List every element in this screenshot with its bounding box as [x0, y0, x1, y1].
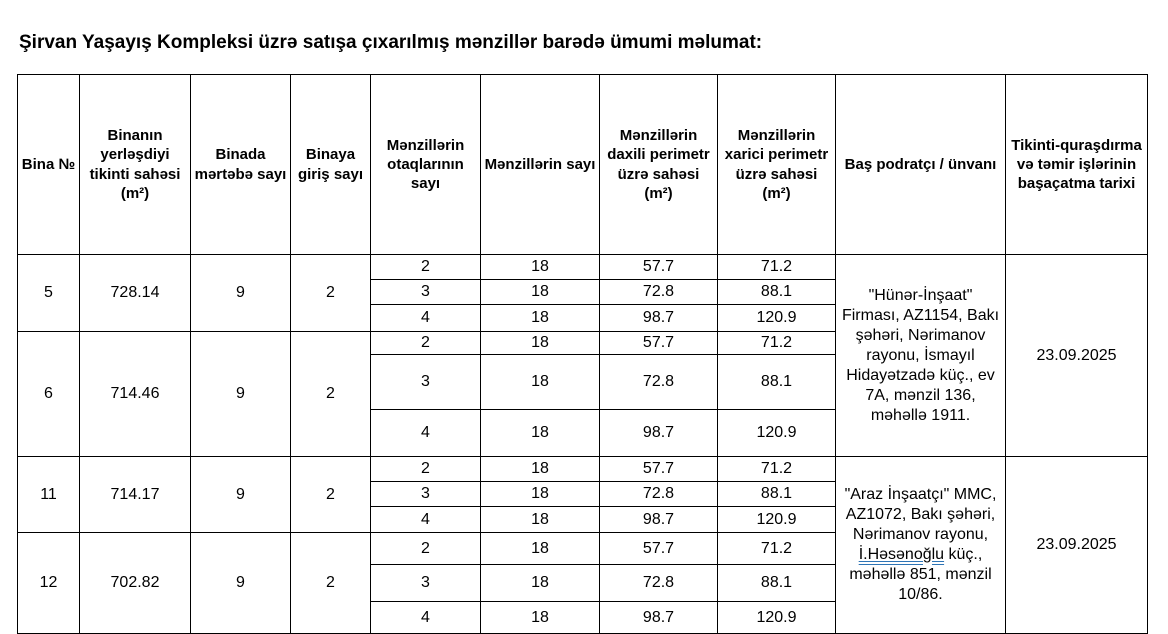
- cell-bina-no: 6: [18, 332, 80, 457]
- cell-xarici-perimetr: 120.9: [718, 507, 836, 533]
- col-header-menzil-sayi: Mənzillərin sayı: [481, 75, 600, 255]
- apartments-table: [17, 74, 1148, 634]
- cell-daxili-perimetr: 98.7: [600, 507, 718, 533]
- cell-daxili-perimetr: 57.7: [600, 255, 718, 280]
- cell-otaq-sayi: 3: [371, 280, 481, 305]
- col-header-otaq-sayi: Mənzillərin otaqlarının sayı: [371, 75, 481, 255]
- cell-bina-no: 11: [18, 457, 80, 533]
- cell-otaq-sayi: 2: [371, 533, 481, 565]
- cell-xarici-perimetr: 88.1: [718, 482, 836, 507]
- cell-menzil-sayi: 18: [481, 280, 600, 305]
- cell-daxili-perimetr: 72.8: [600, 280, 718, 305]
- header-row: [18, 75, 1148, 255]
- cell-otaq-sayi: 4: [371, 507, 481, 533]
- cell-mertebe-sayi: 9: [191, 255, 291, 332]
- cell-xarici-perimetr: 88.1: [718, 565, 836, 602]
- cell-giris-sayi: 2: [291, 255, 371, 332]
- cell-otaq-sayi: 3: [371, 565, 481, 602]
- contractor-street-underlined-text: İ.Həsənoğlu: [858, 546, 945, 563]
- cell-tikinti-sahesi: 728.14: [80, 255, 191, 332]
- cell-menzil-sayi: 18: [481, 482, 600, 507]
- col-header-mertebe-sayi: Binada mərtəbə sayı: [191, 75, 291, 255]
- cell-otaq-sayi: 4: [371, 602, 481, 634]
- cell-daxili-perimetr: 98.7: [600, 305, 718, 332]
- cell-xarici-perimetr: 88.1: [718, 355, 836, 410]
- cell-menzil-sayi: 18: [481, 355, 600, 410]
- cell-daxili-perimetr: 72.8: [600, 565, 718, 602]
- cell-giris-sayi: 2: [291, 457, 371, 533]
- cell-menzil-sayi: 18: [481, 533, 600, 565]
- cell-xarici-perimetr: 71.2: [718, 533, 836, 565]
- col-header-giris-sayi: Binaya giriş sayı: [291, 75, 371, 255]
- cell-daxili-perimetr: 72.8: [600, 482, 718, 507]
- cell-xarici-perimetr: 71.2: [718, 332, 836, 355]
- cell-podratci-unvan: [836, 457, 1006, 634]
- page-title: Şirvan Yaşayış Kompleksi üzrə satışa çıxarılmış mənzillər barədə ümumi məlumat:: [19, 32, 763, 53]
- cell-daxili-perimetr: 57.7: [600, 332, 718, 355]
- col-header-xarici-perimetr: Mənzillərin xarici perimetr üzrə sahəsi (m²): [718, 75, 836, 255]
- cell-menzil-sayi: 18: [481, 565, 600, 602]
- cell-xarici-perimetr: 88.1: [718, 280, 836, 305]
- cell-otaq-sayi: 2: [371, 332, 481, 355]
- cell-xarici-perimetr: 120.9: [718, 602, 836, 634]
- cell-otaq-sayi: 4: [371, 410, 481, 457]
- cell-giris-sayi: 2: [291, 533, 371, 634]
- table-row: [18, 457, 1148, 482]
- cell-mertebe-sayi: 9: [191, 533, 291, 634]
- cell-tikinti-sahesi: 714.17: [80, 457, 191, 533]
- cell-daxili-perimetr: 57.7: [600, 533, 718, 565]
- col-header-podratci: Baş podratçı / ünvanı: [836, 75, 1006, 255]
- cell-menzil-sayi: 18: [481, 507, 600, 533]
- cell-bina-no: 12: [18, 533, 80, 634]
- cell-xarici-perimetr: 71.2: [718, 255, 836, 280]
- cell-menzil-sayi: 18: [481, 305, 600, 332]
- cell-bina-no: 5: [18, 255, 80, 332]
- col-header-tarix: Tikinti-quraşdırma və təmir işlərinin başaçatma tarixi: [1006, 75, 1148, 255]
- col-header-tikinti-sahesi: Binanın yerləşdiyi tikinti sahəsi (m²): [80, 75, 191, 255]
- cell-tikinti-sahesi: 702.82: [80, 533, 191, 634]
- cell-menzil-sayi: 18: [481, 602, 600, 634]
- contractor-address-text: küç., məhəllə 851, mənzil 10/86.: [849, 546, 992, 603]
- cell-daxili-perimetr: 98.7: [600, 602, 718, 634]
- cell-mertebe-sayi: 9: [191, 457, 291, 533]
- cell-otaq-sayi: 2: [371, 457, 481, 482]
- cell-daxili-perimetr: 72.8: [600, 355, 718, 410]
- cell-tikinti-sahesi: 714.46: [80, 332, 191, 457]
- contractor-address-text: "Hünər-İnşaat" Firması, AZ1154, Bakı şəhəri, Nərimanov rayonu, İsmayıl Hidayətzadə küç., ev 7A, mənzil 136, məhəllə 1911.: [841, 286, 1000, 424]
- cell-xarici-perimetr: 120.9: [718, 305, 836, 332]
- cell-otaq-sayi: 4: [371, 305, 481, 332]
- cell-menzil-sayi: 18: [481, 410, 600, 457]
- cell-daxili-perimetr: 98.7: [600, 410, 718, 457]
- contractor-address-text: "Araz İnşaatçı" MMC, AZ1072, Bakı şəhəri, Nərimanov rayonu,: [844, 486, 997, 543]
- cell-podratci-unvan: [836, 255, 1006, 457]
- cell-otaq-sayi: 3: [371, 482, 481, 507]
- cell-daxili-perimetr: 57.7: [600, 457, 718, 482]
- cell-xarici-perimetr: 71.2: [718, 457, 836, 482]
- cell-giris-sayi: 2: [291, 332, 371, 457]
- cell-otaq-sayi: 3: [371, 355, 481, 410]
- cell-mertebe-sayi: 9: [191, 332, 291, 457]
- col-header-bina-no: Bina №: [18, 75, 80, 255]
- cell-otaq-sayi: 2: [371, 255, 481, 280]
- cell-menzil-sayi: 18: [481, 255, 600, 280]
- cell-basacatma-tarixi: 23.09.2025: [1006, 255, 1148, 457]
- cell-menzil-sayi: 18: [481, 332, 600, 355]
- cell-xarici-perimetr: 120.9: [718, 410, 836, 457]
- cell-basacatma-tarixi: 23.09.2025: [1006, 457, 1148, 634]
- cell-menzil-sayi: 18: [481, 457, 600, 482]
- table-row: [18, 255, 1148, 280]
- col-header-daxili-perimetr: Mənzillərin daxili perimetr üzrə sahəsi (m²): [600, 75, 718, 255]
